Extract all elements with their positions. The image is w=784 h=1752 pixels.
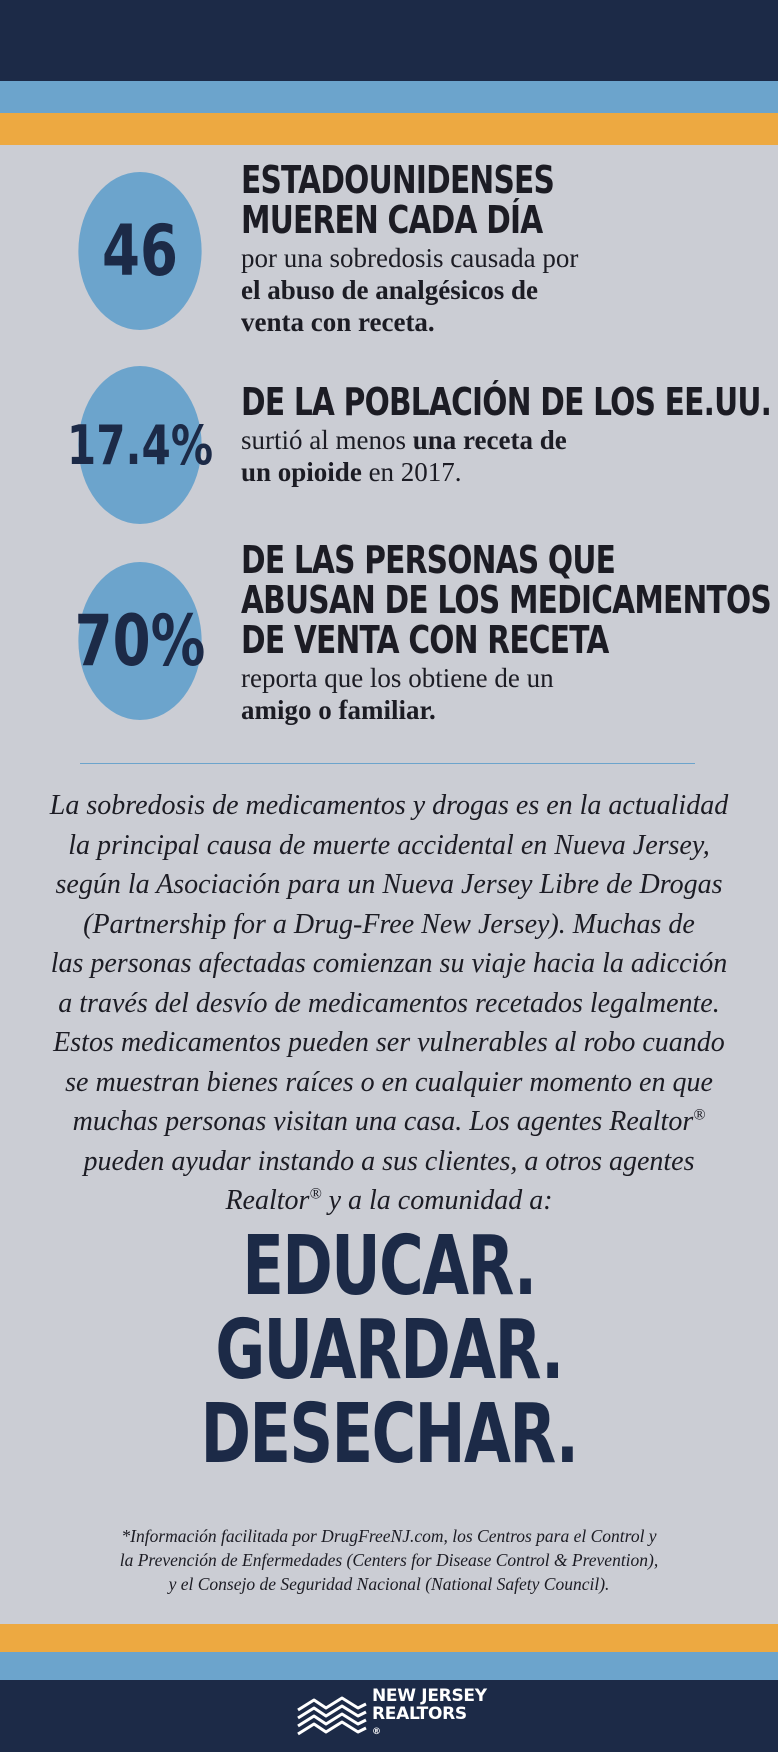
stat-number-circle: [66, 366, 214, 524]
stat-number: 70%: [74, 600, 206, 682]
action-educate: EDUCAR.: [242, 1219, 536, 1314]
action-store: GUARDAR.: [215, 1303, 563, 1398]
paragraph-line: [30, 1181, 748, 1221]
paragraph-line: (Partnership for a Drug-Free New Jersey). Muchas de: [83, 908, 695, 940]
desc-text: reporta que los obtiene de un: [241, 663, 554, 693]
desc-bold-text: una receta de: [412, 425, 567, 455]
stat-number: 17.4%: [66, 413, 214, 477]
registered-mark: ®: [693, 1106, 706, 1124]
paragraph-line: pueden ayudar instando a sus clientes, a otros agentes: [83, 1145, 695, 1177]
action-dispose: DESECHAR.: [200, 1387, 578, 1482]
paragraph-line: [30, 1102, 748, 1142]
stat-description: [241, 424, 761, 488]
desc-text: por una sobredosis causada por: [241, 243, 579, 273]
body-paragraph: [30, 786, 748, 1221]
desc-bold-text: un opioide: [241, 457, 362, 487]
logo-registered-mark: ®: [372, 1727, 381, 1738]
stat-number: 46: [101, 210, 178, 292]
desc-line: [241, 694, 761, 726]
stat-description: [241, 242, 761, 338]
paragraph-line: las personas afectadas comienzan su viaje hacia la adicción: [50, 948, 728, 979]
desc-line: [241, 662, 761, 694]
paragraph-text: muchas personas visitan una casa. Los agentes Realtor: [72, 1106, 694, 1137]
desc-line: [241, 306, 761, 338]
stat-heading-line: ESTADOUNIDENSES: [241, 158, 555, 202]
stat-text: [241, 160, 761, 338]
desc-bold-text: amigo o familiar.: [241, 695, 436, 725]
desc-bold-text: venta con receta.: [241, 307, 435, 337]
desc-line: [241, 242, 761, 274]
stat-heading-line: MUEREN CADA DÍA: [241, 198, 543, 242]
nj-realtors-logo: [296, 1686, 487, 1738]
paragraph-line: Estos medicamentos pueden ser vulnerables al robo cuando: [53, 1027, 725, 1058]
paragraph-line: La sobredosis de medicamentos y drogas es en la actualidad: [49, 790, 729, 821]
top-navy-band: [0, 0, 778, 81]
logo-line-2: [372, 1705, 487, 1745]
stat-number-circle: [74, 562, 206, 720]
desc-line: [241, 456, 761, 488]
paragraph-line: a través del desvío de medicamentos recetados legalmente.: [58, 987, 720, 1019]
stat-heading-line: ABUSAN DE LOS MEDICAMENTOS: [241, 578, 771, 622]
section-divider: [80, 763, 695, 764]
desc-text: en 2017.: [361, 457, 462, 487]
stat-text: [241, 538, 771, 726]
logo-line-1: NEW JERSEY: [372, 1686, 487, 1707]
stat-number-circle: [78, 172, 201, 330]
paragraph-text: Realtor: [225, 1185, 310, 1216]
call-to-action: [0, 1219, 778, 1482]
footnote-line: la Prevención de Enfermedades (Centers for Disease Control & Prevention),: [119, 1550, 659, 1570]
registered-mark: ®: [309, 1185, 322, 1203]
bottom-blue-band: [0, 1652, 778, 1680]
stat-heading-line: DE LAS PERSONAS QUE: [241, 538, 616, 582]
desc-line: [241, 424, 761, 456]
paragraph-text: y a la comunidad a:: [321, 1185, 553, 1216]
bottom-orange-band: [0, 1624, 778, 1652]
footnote: [60, 1524, 718, 1596]
footnote-line: y el Consejo de Seguridad Nacional (National Safety Council).: [168, 1574, 610, 1594]
stat-description: [241, 662, 761, 726]
desc-text: surtió al menos: [241, 425, 413, 455]
paragraph-line: según la Asociación para un Nueva Jersey Libre de Drogas: [55, 869, 723, 900]
top-blue-band: [0, 81, 778, 113]
stat-text: [241, 380, 772, 488]
desc-bold-text: el abuso de analgésicos de: [241, 275, 539, 305]
stat-heading-line: DE VENTA CON RECETA: [241, 618, 609, 662]
logo-wordmark: [372, 1687, 487, 1745]
stat-heading-line: DE LA POBLACIÓN DE LOS EE.UU.: [241, 380, 772, 424]
desc-line: [241, 274, 761, 306]
paragraph-line: la principal causa de muerte accidental en Nueva Jersey,: [68, 829, 710, 861]
footnote-line: *Información facilitada por DrugFreeNJ.com, los Centros para el Control y: [121, 1526, 657, 1546]
house-lines-logo-icon: [296, 1696, 368, 1736]
paragraph-line: se muestran bienes raíces o en cualquier momento en que: [65, 1066, 713, 1098]
top-orange-band: [0, 113, 778, 145]
logo-realtors-text: REALTORS: [372, 1704, 467, 1725]
